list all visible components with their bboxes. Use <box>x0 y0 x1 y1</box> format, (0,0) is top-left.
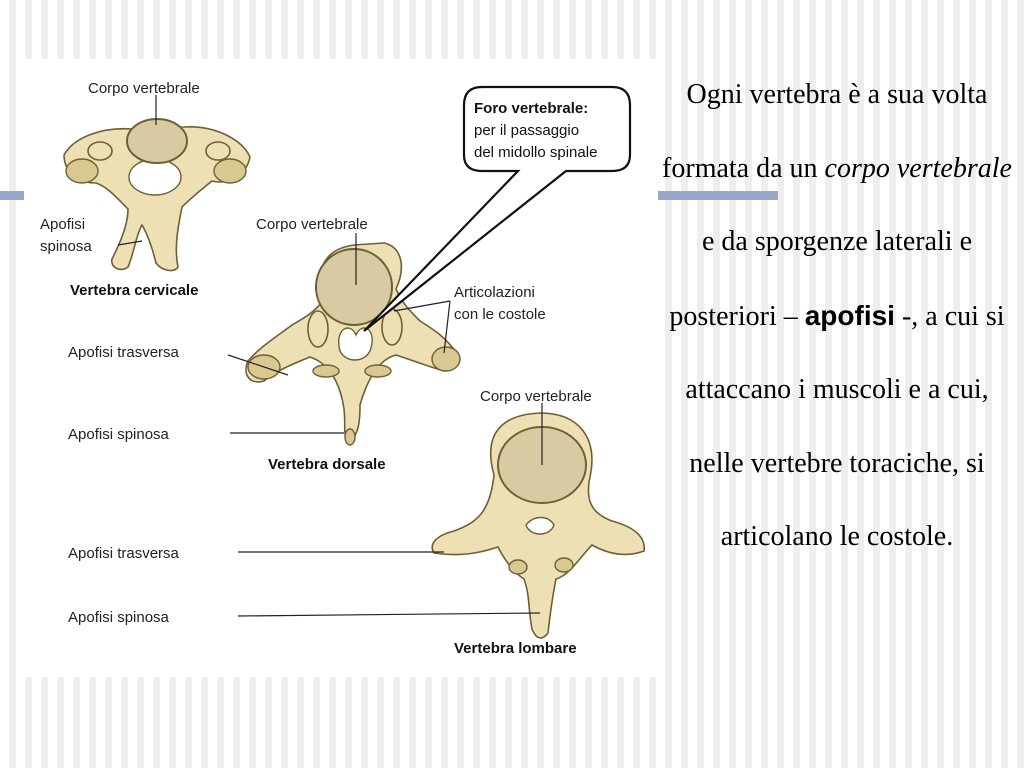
vertebrae-figure <box>24 59 656 677</box>
text-part-1: Ogni vertebra è a sua volta formata da un <box>662 79 988 184</box>
description-text <box>660 58 1014 574</box>
label-articulations-line-2: con le costole <box>454 306 546 323</box>
label-cervical-name: Vertebra cervicale <box>70 282 199 299</box>
callout-line-1: per il passaggio <box>474 122 580 139</box>
label-articulations-line-1: Articolazioni <box>454 284 535 301</box>
label-cervical-spinous-line-1: Apofisi <box>40 216 86 233</box>
label-cervical-spinous-line-2: spinosa <box>40 238 92 255</box>
text-part-3: -, a cui si attaccano i muscoli e a cui, nelle vertebre toraciche, si articolano le costole. <box>685 300 1005 552</box>
callout-title: Foro vertebrale: <box>474 100 589 117</box>
accent-line-left <box>0 191 24 200</box>
callout-line-2: del midollo spinale <box>474 144 598 161</box>
text-bold-term: apofisi <box>804 299 895 331</box>
lumbar-vertebra <box>432 413 644 638</box>
label-cervical-body: Corpo vertebrale <box>88 80 200 97</box>
text-part-2: e da sporgenze laterali e posteriori – <box>669 226 972 332</box>
label-dorsal-spinous: Apofisi spinosa <box>68 426 169 443</box>
label-lumbar-name: Vertebra lombare <box>454 640 577 657</box>
label-lumbar-spinous: Apofisi spinosa <box>68 609 169 626</box>
cervical-vertebra <box>64 119 250 270</box>
text-italic-term: corpo vertebrale <box>824 152 1012 184</box>
label-lumbar-transverse: Apofisi trasversa <box>68 545 179 562</box>
label-dorsal-body: Corpo vertebrale <box>256 216 368 233</box>
vertebrae-illustration <box>24 59 656 677</box>
label-lumbar-body: Corpo vertebrale <box>480 388 592 405</box>
label-dorsal-name: Vertebra dorsale <box>268 456 386 473</box>
label-dorsal-transverse: Apofisi trasversa <box>68 344 179 361</box>
